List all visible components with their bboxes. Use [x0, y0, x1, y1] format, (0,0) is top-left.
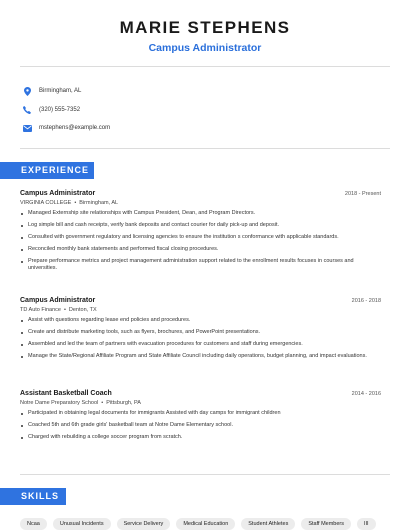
job-bullets: [20, 410, 381, 441]
skill-tag: Unusual Incidents: [53, 518, 111, 530]
resume-header: [0, 0, 410, 54]
employer-location: Pittsburgh, PA: [106, 400, 141, 406]
contact-list: [22, 82, 110, 138]
contact-email: [22, 119, 110, 137]
location-text: Birmingham, AL: [39, 88, 82, 94]
job-entry: [20, 190, 381, 277]
employer-location: Denton, TX: [68, 307, 97, 313]
skill-tag: Ncaa: [20, 518, 47, 530]
job-employer: TD Auto Finance • Denton, TX: [20, 307, 97, 313]
employer-name: TD Auto Finance: [20, 307, 61, 313]
list-item: Participated in obtaining legal documents for immigrants Assisted with day camps for immigrant children: [20, 410, 381, 418]
skill-tag: Medical Education: [176, 518, 235, 530]
contact-location: [22, 82, 110, 100]
divider: [20, 66, 390, 67]
job-dates: 2018 - Present: [344, 191, 381, 197]
section-heading-experience: EXPERIENCE: [0, 162, 94, 179]
section-heading-skills: SKILLS: [0, 488, 66, 505]
employer-location: Birmingham, AL: [79, 200, 119, 206]
skill-tag: Service Delivery: [117, 518, 171, 530]
list-item: Reconciled monthly bank statements and performed fiscal closing procedures.: [20, 246, 381, 254]
job-title: Campus Administrator: [20, 190, 96, 197]
employer-name: VIRGINIA COLLEGE: [20, 200, 72, 206]
job-employer: VIRGINIA COLLEGE • Birmingham, AL: [20, 200, 119, 206]
divider: [20, 474, 390, 475]
candidate-title: Campus Administrator: [148, 42, 262, 54]
skill-tag: Staff Members: [301, 518, 351, 530]
list-item: Create and distribute marketing tools, such as flyers, brochures, and PowerPoint presentations.: [20, 329, 381, 337]
list-item: Managed Externship site relationships with Campus President, Dean, and Program Directors.: [20, 210, 381, 218]
list-item: Manage the State/Regional Affiliate Program and State Affiliate Council including daily operations, budget planning, and impact evaluations.: [20, 353, 381, 361]
skill-tag: Student Athletes: [241, 518, 295, 530]
skill-tag: III: [357, 518, 376, 530]
envelope-icon: [22, 123, 32, 133]
job-title: Campus Administrator: [20, 297, 96, 304]
job-entry: [20, 390, 381, 446]
phone-icon: [22, 105, 32, 115]
candidate-name: MARIE STEPHENS: [119, 18, 291, 37]
map-pin-icon: [22, 86, 32, 96]
job-title: Assistant Basketball Coach: [20, 390, 112, 397]
list-item: Prepare performance metrics and project management administration support related to the enrollment results focuses in courses and universities.: [20, 258, 381, 273]
list-item: Coached 5th and 6th grade girls' basketball team at Notre Dame Elementary school.: [20, 422, 381, 430]
list-item: Log simple bill and cash receipts, verify bank deposits and contact courier for daily pick-up and deposit.: [20, 222, 381, 230]
employer-name: Notre Dame Preparatory School: [20, 400, 99, 406]
list-item: Charged with rebuilding a college soccer program from scratch.: [20, 434, 381, 442]
email-text: mstephens@example.com: [39, 125, 111, 131]
phone-text: (320) 555-7352: [39, 106, 81, 113]
list-item: Consulted with government regulatory and licensing agencies to ensure the institution s conformance with applicable standards.: [20, 234, 381, 242]
job-dates: 2014 - 2016: [351, 391, 381, 397]
job-dates: 2016 - 2018: [351, 298, 381, 304]
skills-list: [20, 518, 376, 530]
contact-phone: [22, 101, 110, 119]
list-item: Assist with questions regarding lease end policies and procedures.: [20, 317, 381, 325]
job-bullets: [20, 210, 381, 273]
divider: [20, 148, 390, 149]
list-item: Assembled and led the team of partners with evacuation procedures for customers and staff during emergencies.: [20, 341, 381, 349]
job-employer: Notre Dame Preparatory School • Pittsburgh, PA: [20, 400, 141, 406]
job-entry: [20, 297, 381, 365]
job-bullets: [20, 317, 381, 360]
